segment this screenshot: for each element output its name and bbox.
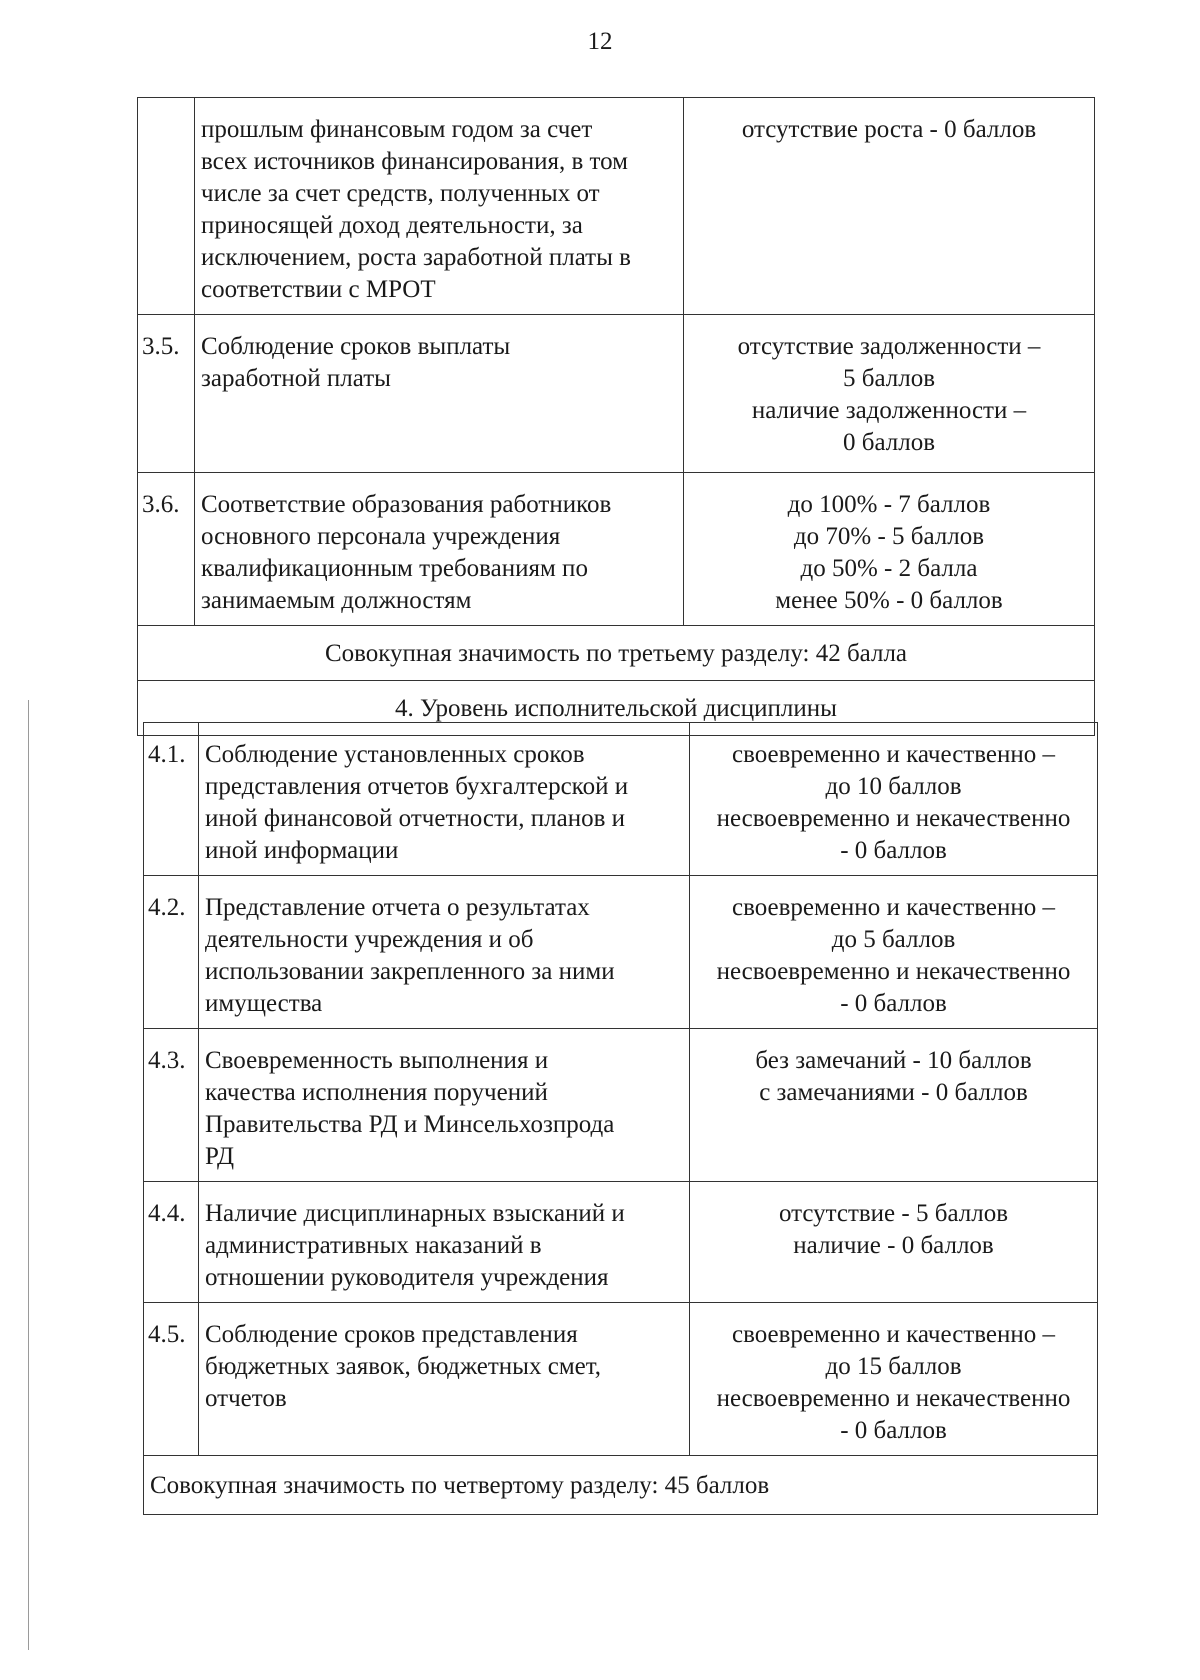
score-line: 5 баллов xyxy=(842,365,936,392)
section-3-rows xyxy=(138,98,1095,626)
criterion-line: основного персонала учреждения xyxy=(201,523,561,550)
criterion-line: Соблюдение сроков выплаты xyxy=(201,333,511,360)
criterion-line: всех источников финансирования, в том xyxy=(201,148,628,175)
score-line: несвоевременно и некачественно xyxy=(716,805,1071,832)
score-line: наличие задолженности – xyxy=(751,397,1027,424)
criterion-line: Соблюдение сроков представления xyxy=(205,1321,578,1348)
score-cell xyxy=(690,876,1098,1029)
row-number: 3.6. xyxy=(138,473,195,626)
criterion-cell xyxy=(195,473,684,626)
criterion-line: исключением, роста заработной платы в xyxy=(201,244,631,271)
score-line: без замечаний - 10 баллов xyxy=(755,1047,1032,1074)
score-line: менее 50% - 0 баллов xyxy=(775,587,1003,614)
row-number: 4.4. xyxy=(144,1182,199,1303)
row-number: 4.1. xyxy=(144,723,199,876)
score-line: отсутствие роста - 0 баллов xyxy=(741,116,1037,143)
score-line: до 10 баллов xyxy=(825,773,962,800)
score-line: - 0 баллов xyxy=(840,837,947,864)
criterion-line: иной информации xyxy=(205,837,399,864)
score-cell xyxy=(690,1029,1098,1182)
table-row xyxy=(138,98,1095,315)
score-line: до 5 баллов xyxy=(831,926,956,953)
score-cell xyxy=(690,723,1098,876)
criterion-cell xyxy=(199,1303,690,1456)
criterion-line: квалификационным требованиям по xyxy=(201,555,588,582)
section-4-title: 4. Уровень исполнительской дисциплины xyxy=(138,681,1095,736)
criterion-line: соответствии с МРОТ xyxy=(201,276,436,303)
criterion-line: отчетов xyxy=(205,1385,287,1412)
criterion-line: качества исполнения поручений xyxy=(205,1079,548,1106)
criterion-line: Представление отчета о результатах xyxy=(205,894,590,921)
criterion-line: РД xyxy=(205,1143,235,1170)
score-cell xyxy=(684,473,1095,626)
score-line: до 50% - 2 балла xyxy=(800,555,978,582)
criterion-cell xyxy=(195,98,684,315)
criterion-cell xyxy=(199,1182,690,1303)
score-cell xyxy=(690,1182,1098,1303)
table-row xyxy=(138,473,1095,626)
table-row xyxy=(144,1303,1098,1456)
section-3-total: Совокупная значимость по третьему разделу: 42 балла xyxy=(138,626,1095,681)
scan-edge-line xyxy=(28,700,29,1650)
criterion-line: Соблюдение установленных сроков xyxy=(205,741,585,768)
score-line: до 100% - 7 баллов xyxy=(787,491,991,518)
row-number: 4.3. xyxy=(144,1029,199,1182)
row-number: 4.5. xyxy=(144,1303,199,1456)
criterion-line: иной финансовой отчетности, планов и xyxy=(205,805,626,832)
score-line: отсутствие - 5 баллов xyxy=(778,1200,1009,1227)
score-line: своевременно и качественно – xyxy=(731,741,1056,768)
criteria-table-section-4 xyxy=(143,722,1098,1515)
criterion-line: представления отчетов бухгалтерской и xyxy=(205,773,629,800)
score-line: до 15 баллов xyxy=(825,1353,962,1380)
table-row xyxy=(138,315,1095,473)
criterion-cell xyxy=(195,315,684,473)
score-cell xyxy=(684,315,1095,473)
criterion-line: Наличие дисциплинарных взысканий и xyxy=(205,1200,625,1227)
criterion-cell xyxy=(199,876,690,1029)
criterion-line: деятельности учреждения и об xyxy=(205,926,534,953)
criterion-line: прошлым финансовым годом за счет xyxy=(201,116,593,143)
table-row xyxy=(144,1029,1098,1182)
score-line: - 0 баллов xyxy=(840,990,947,1017)
page-number: 12 xyxy=(587,28,613,55)
row-number xyxy=(138,98,195,315)
criterion-cell xyxy=(199,723,690,876)
score-line: отсутствие задолженности – xyxy=(737,333,1041,360)
section-3-total-row xyxy=(138,626,1095,681)
criterion-line: имущества xyxy=(205,990,323,1017)
criterion-line: Соответствие образования работников xyxy=(201,491,612,518)
criterion-line: использовании закрепленного за ними xyxy=(205,958,615,985)
criterion-line: бюджетных заявок, бюджетных смет, xyxy=(205,1353,602,1380)
score-line: - 0 баллов xyxy=(840,1417,947,1444)
criterion-line: числе за счет средств, полученных от xyxy=(201,180,600,207)
score-line: несвоевременно и некачественно xyxy=(716,1385,1071,1412)
criterion-line: Своевременность выполнения и xyxy=(205,1047,549,1074)
score-line: своевременно и качественно – xyxy=(731,894,1056,921)
score-line: своевременно и качественно – xyxy=(731,1321,1056,1348)
score-line: 0 баллов xyxy=(842,429,936,456)
table-row xyxy=(144,1182,1098,1303)
row-number: 3.5. xyxy=(138,315,195,473)
score-line: с замечаниями - 0 баллов xyxy=(759,1079,1028,1106)
criterion-cell xyxy=(199,1029,690,1182)
section-4-rows xyxy=(144,723,1098,1456)
criteria-table-section-3 xyxy=(137,97,1095,736)
criterion-line: административных наказаний в xyxy=(205,1232,542,1259)
criterion-line: занимаемым должностям xyxy=(201,587,472,614)
section-4-total: Совокупная значимость по четвертому разделу: 45 баллов xyxy=(144,1456,1098,1515)
table-row xyxy=(144,723,1098,876)
score-line: до 70% - 5 баллов xyxy=(793,523,985,550)
score-line: несвоевременно и некачественно xyxy=(716,958,1071,985)
criterion-line: Правительства РД и Минсельхозпрода xyxy=(205,1111,615,1138)
score-line: наличие - 0 баллов xyxy=(793,1232,994,1259)
criterion-line: отношении руководителя учреждения xyxy=(205,1264,609,1291)
section-4-total-row xyxy=(144,1456,1098,1515)
table-row xyxy=(144,876,1098,1029)
criterion-line: приносящей доход деятельности, за xyxy=(201,212,583,239)
score-cell xyxy=(684,98,1095,315)
row-number: 4.2. xyxy=(144,876,199,1029)
criterion-line: заработной платы xyxy=(201,365,391,392)
score-cell xyxy=(690,1303,1098,1456)
